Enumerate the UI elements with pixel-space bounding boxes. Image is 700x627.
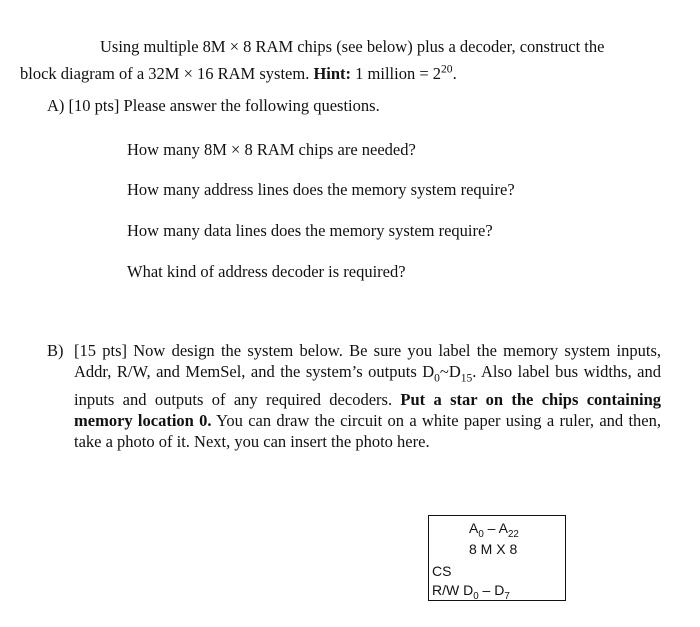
chip-rw-data-label: R/W $D_0 - D_7$ — [432, 582, 510, 602]
part-b-label: B) — [47, 341, 64, 360]
intro-line-1: Using multiple 8M × 8 RAM chips (see below) plus a decoder, construct the — [100, 37, 605, 56]
chip-address-label: $A_0 - A_{22}$ — [469, 520, 519, 540]
hint-label: Hint: — [313, 63, 352, 83]
intro-line-2: block diagram of a 32M × 16 RAM system. Hint: 1 million = $2^{20}$. — [20, 63, 457, 83]
chip-size-label: 8 M X 8 — [469, 541, 518, 557]
question-1: How many 8M × 8 RAM chips are needed? — [127, 140, 416, 159]
ram-chip-diagram — [428, 515, 566, 601]
part-b-bold: Put a star on the chips containing memory location 0. — [74, 390, 662, 431]
problem-intro — [20, 36, 668, 85]
question-3: How many data lines does the memory system require? — [127, 221, 493, 240]
question-4: What kind of address decoder is required? — [127, 262, 406, 281]
chip-cs-label: CS — [432, 563, 452, 579]
part-a-heading: A) [10 pts] Please answer the following questions. — [47, 96, 380, 115]
part-b-text: [15 pts] Now design the system below. Be sure you label the memory system inputs, Addr, R/W, and MemSel, and the system’s outputs $D_0\sim D_{15}$. Also label bus widths, and inputs and outputs of any required decoders. Put a star on the chips containing memory location 0. You can draw the circuit on a white paper using a ruler, and then, take a photo of it. Next, you can insert the photo here. — [74, 341, 662, 452]
question-2: How many address lines does the memory system require? — [127, 180, 515, 199]
part-b — [47, 340, 661, 452]
